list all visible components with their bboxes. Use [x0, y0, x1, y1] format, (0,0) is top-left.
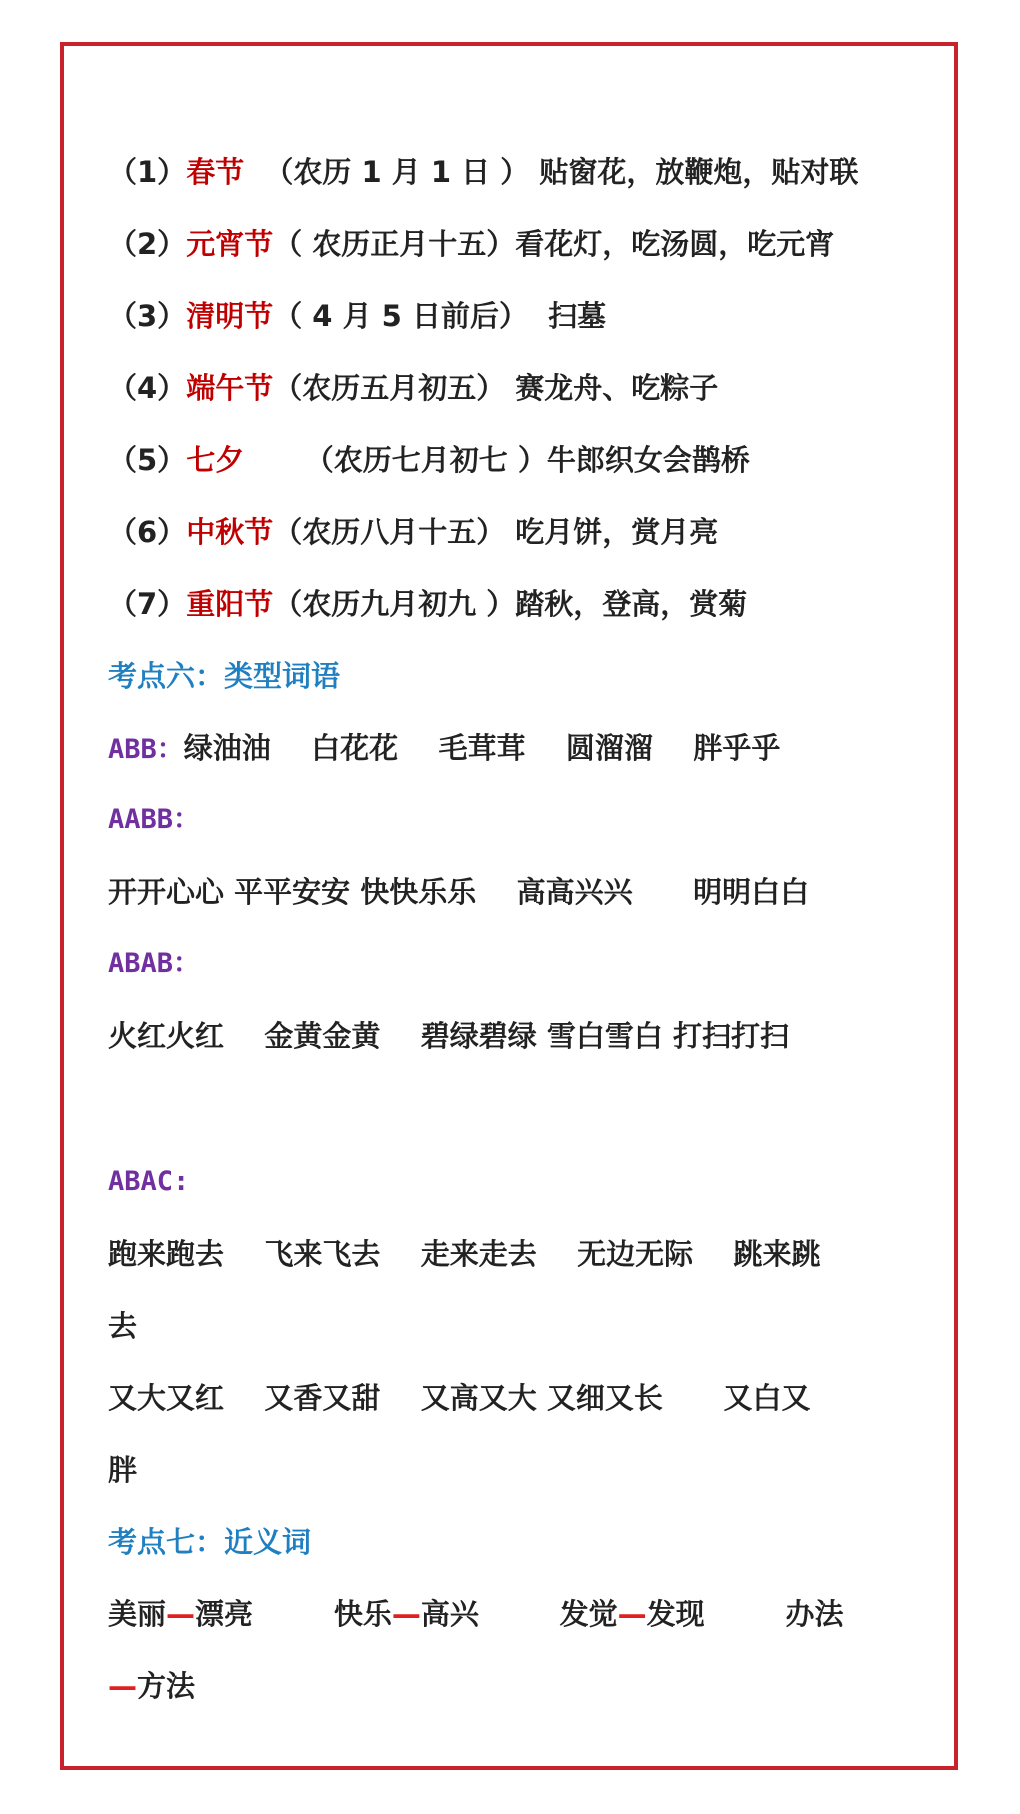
synonym-word: 美丽: [108, 1597, 167, 1631]
festival-name: 元宵节: [186, 227, 274, 261]
festival-line-1: [108, 152, 858, 192]
synonym-dash: —: [617, 1597, 647, 1631]
synonym-line-2: [108, 1666, 195, 1706]
festival-name: 端午节: [186, 371, 274, 405]
abac-label: ABAC:: [108, 1166, 190, 1197]
festival-desc: （农历五月初五） 赛龙舟、吃粽子: [273, 371, 719, 405]
festival-desc: （ 4 月 5 日前后） 扫墓: [273, 299, 607, 333]
festival-name: 七夕: [186, 443, 245, 477]
abab-words: 火红火红 金黄金黄 碧绿碧绿 雪白雪白 打扫打扫: [108, 1019, 789, 1053]
synonym-word: 高兴: [420, 1597, 479, 1631]
abab-label: ABAB：: [108, 948, 201, 979]
festival-name: 春节: [186, 155, 245, 189]
synonym-line: [108, 1594, 843, 1634]
festival-line-7: [108, 584, 747, 624]
aabb-words: 开开心心 平平安安 快快乐乐 高高兴兴 明明白白: [108, 875, 810, 909]
festival-line-3: [108, 296, 606, 336]
festival-line-4: [108, 368, 718, 408]
festival-desc: （农历九月初九 ）踏秋，登高，赏菊: [273, 587, 748, 621]
abb-words: 绿油油 白花花 毛茸茸 圆溜溜 胖乎乎: [183, 731, 781, 765]
synonym-word: 办法: [785, 1597, 844, 1631]
synonym-dash: —: [391, 1597, 421, 1631]
festival-number: （5）: [108, 443, 187, 477]
festival-line-6: [108, 512, 718, 552]
abb-line: [108, 728, 780, 770]
festival-desc: （ 农历正月十五）看花灯，吃汤圆，吃元宵: [273, 227, 835, 261]
abac-words-4: 胖: [108, 1453, 138, 1487]
festival-line-2: [108, 224, 834, 264]
festival-number: （1）: [108, 155, 187, 189]
synonym-word: 快乐: [333, 1597, 392, 1631]
section-title-6: 考点六：类型词语: [108, 659, 341, 693]
synonym-dash: —: [108, 1669, 137, 1703]
synonym-dash: —: [166, 1597, 196, 1631]
abac-words-1: 跑来跑去 飞来飞去 走来走去 无边无际 跳来跳: [108, 1237, 821, 1271]
festival-number: （2）: [108, 227, 187, 261]
synonym-word: 方法: [137, 1669, 196, 1703]
festival-line-5: [108, 440, 750, 480]
synonym-word: 发觉: [559, 1597, 618, 1631]
festival-name: 清明节: [186, 299, 274, 333]
festival-desc: （农历 1 月 1 日 ） 贴窗花，放鞭炮，贴对联: [244, 155, 859, 189]
festival-number: （6）: [108, 515, 187, 549]
aabb-label: AABB：: [108, 804, 201, 835]
festival-number: （4）: [108, 371, 187, 405]
festival-number: （7）: [108, 587, 187, 621]
abac-words-3: 又大又红 又香又甜 又高又大 又细又长 又白又: [108, 1381, 811, 1415]
section-title-7: 考点七：近义词: [108, 1525, 312, 1559]
abb-label: ABB：: [108, 734, 184, 765]
festival-name: 重阳节: [186, 587, 274, 621]
festival-desc: （农历七月初七 ）牛郎织女会鹊桥: [244, 443, 750, 477]
synonym-word: 发现: [646, 1597, 705, 1631]
festival-number: （3）: [108, 299, 187, 333]
synonym-word: 漂亮: [195, 1597, 254, 1631]
festival-name: 中秋节: [186, 515, 274, 549]
abac-words-2: 去: [108, 1309, 138, 1343]
festival-desc: （农历八月十五） 吃月饼，赏月亮: [273, 515, 719, 549]
